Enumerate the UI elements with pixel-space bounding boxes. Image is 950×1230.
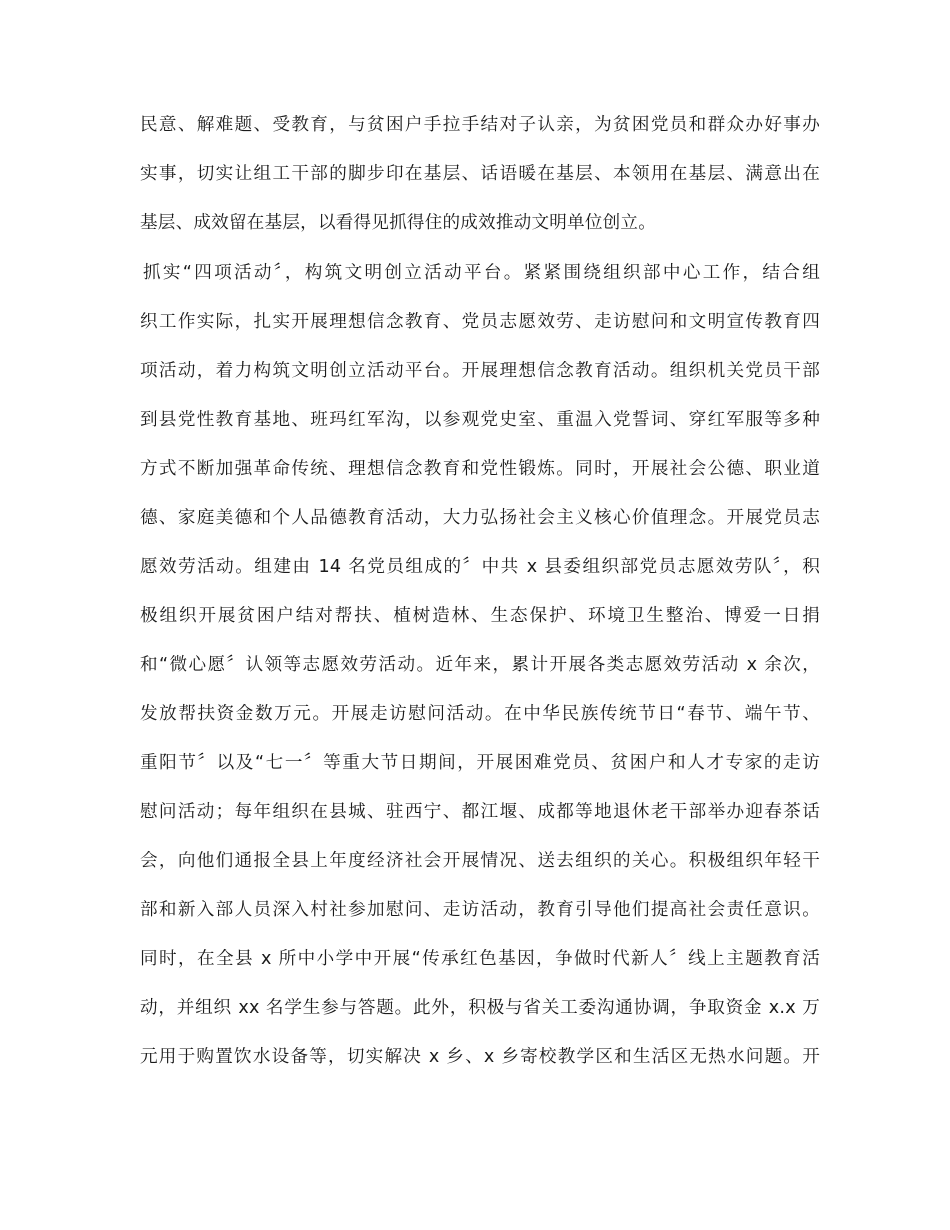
text-line: 方式不断加强革命传统、理想信念教育和党性锻炼。同时，开展社会公德、职业道 [140,459,820,479]
text-line: 发放帮扶资金数万元。开展走访慰问活动。在中华民族传统节日“春节、端午节、 [140,704,820,724]
text-line: 会，向他们通报全县上年度经济社会开展情况、送去组织的关心。积极组织年轻干 [140,851,820,871]
text-line: 项活动，着力构筑文明创立活动平台。开展理想信念教育活动。组织机关党员干部 [140,361,820,381]
text-line: 元用于购置饮水设备等，切实解决 x 乡、x 乡寄校教学区和生活区无热水问题。开 [140,1047,820,1067]
text-line: 愿效劳活动。组建由 14 名党员组成的〞中共 x 县委组织部党员志愿效劳队〞，积 [140,557,820,577]
text-line: 慰问活动；每年组织在县城、驻西宁、都江堰、成都等地退休老干部举办迎春茶话 [140,802,820,822]
text-line: 抓实“四项活动〞，构筑文明创立活动平台。紧紧围绕组织部中心工作，结合组 [143,263,820,283]
text-line: 动，并组织 xx 名学生参与答题。此外，积极与省关工委沟通协调，争取资金 x.x 万 [140,998,820,1018]
text-line: 极组织开展贫困户结对帮扶、植树造林、生态保护、环境卫生整治、博爱一日捐 [140,606,820,626]
text-line: 同时，在全县 x 所中小学中开展“传承红色基因，争做时代新人〞线上主题教育活 [140,949,820,969]
text-line: 民意、解难题、受教育，与贫困户手拉手结对子认亲，为贫困党员和群众办好事办 [140,115,820,135]
text-line: 和“微心愿〞认领等志愿效劳活动。近年来，累计开展各类志愿效劳活动 x 余次， [140,655,820,675]
text-line: 到县党性教育基地、班玛红军沟，以参观党史室、重温入党誓词、穿红军服等多种 [140,410,820,430]
text-line: 织工作实际，扎实开展理想信念教育、党员志愿效劳、走访慰问和文明宣传教育四 [140,312,820,332]
text-line: 重阳节〞以及“七一〞等重大节日期间，开展困难党员、贫困户和人才专家的走访 [140,753,820,773]
text-line: 德、家庭美德和个人品德教育活动，大力弘扬社会主义核心价值理念。开展党员志 [140,508,820,528]
text-line: 基层、成效留在基层，以看得见抓得住的成效推动文明单位创立。 [140,213,657,233]
text-line: 部和新入部人员深入村社参加慰问、走访活动，教育引导他们提高社会责任意识。 [140,900,820,920]
text-line: 实事，切实让组工干部的脚步印在基层、话语暖在基层、本领用在基层、满意出在 [140,164,820,184]
